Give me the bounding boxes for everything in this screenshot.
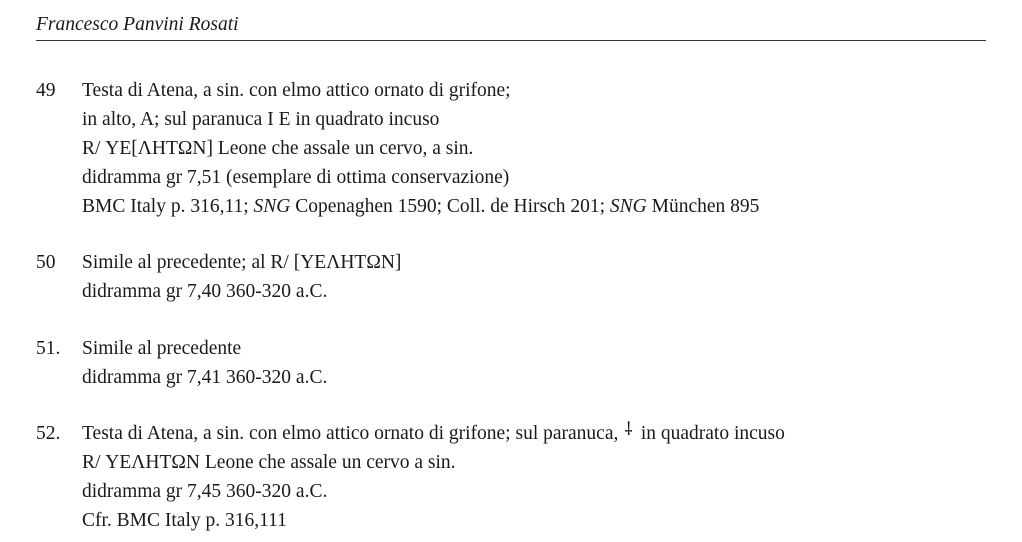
entry-line: Simile al precedente xyxy=(82,338,242,359)
entry-line-start: Testa di Atena, a sin. con elmo attico ornato di grifone; sul paranuca, xyxy=(82,423,619,444)
ref-text: München 895 xyxy=(646,196,760,217)
ref-text: BMC Italy p. 316,11; xyxy=(82,196,254,217)
entry-text xyxy=(82,248,401,306)
entry-line-end: in quadrato incuso xyxy=(640,423,785,444)
entry-line: in alto, A; sul paranuca I E in quadrato incuso xyxy=(82,109,440,130)
entry-line: Testa di Atena, a sin. con elmo attico ornato di grifone; xyxy=(82,80,511,101)
header-rule xyxy=(36,40,986,41)
ref-sng: SNG xyxy=(253,196,291,217)
ref-sng: SNG xyxy=(609,196,647,217)
entry-line: didramma gr 7,40 360-320 a.C. xyxy=(82,281,328,302)
entry-line: R/ ΥEΛHTΩN Leone che assale un cervo a sin. xyxy=(82,452,456,473)
entry-text xyxy=(82,76,759,221)
running-head: Francesco Panvini Rosati xyxy=(36,14,239,35)
entry-line: didramma gr 7,41 360-320 a.C. xyxy=(82,367,328,388)
entry-text xyxy=(82,334,327,392)
entry-line: didramma gr 7,51 (esemplare di ottima conservazione) xyxy=(82,167,510,188)
entry-number: 50 xyxy=(36,252,56,273)
entry-line: R/ ΥE[ΛHTΩN] Leone che assale un cervo, a sin. xyxy=(82,138,474,159)
entry-line xyxy=(82,419,785,448)
entry-line: Cfr. BMC Italy p. 316,111 xyxy=(82,510,287,531)
entry-number: 51. xyxy=(36,338,61,359)
entry-number: 49 xyxy=(36,80,56,101)
monogram-icon: ⸸ xyxy=(624,419,633,439)
entry-number: 52. xyxy=(36,423,61,444)
entry-line: didramma gr 7,45 360-320 a.C. xyxy=(82,481,328,502)
ref-text: Copenaghen 1590; Coll. de Hirsch 201; xyxy=(290,196,610,217)
entry-references xyxy=(82,192,759,221)
entry-text xyxy=(82,419,785,535)
entry-line: Simile al precedente; al R/ [ΥEΛHTΩN] xyxy=(82,252,402,273)
